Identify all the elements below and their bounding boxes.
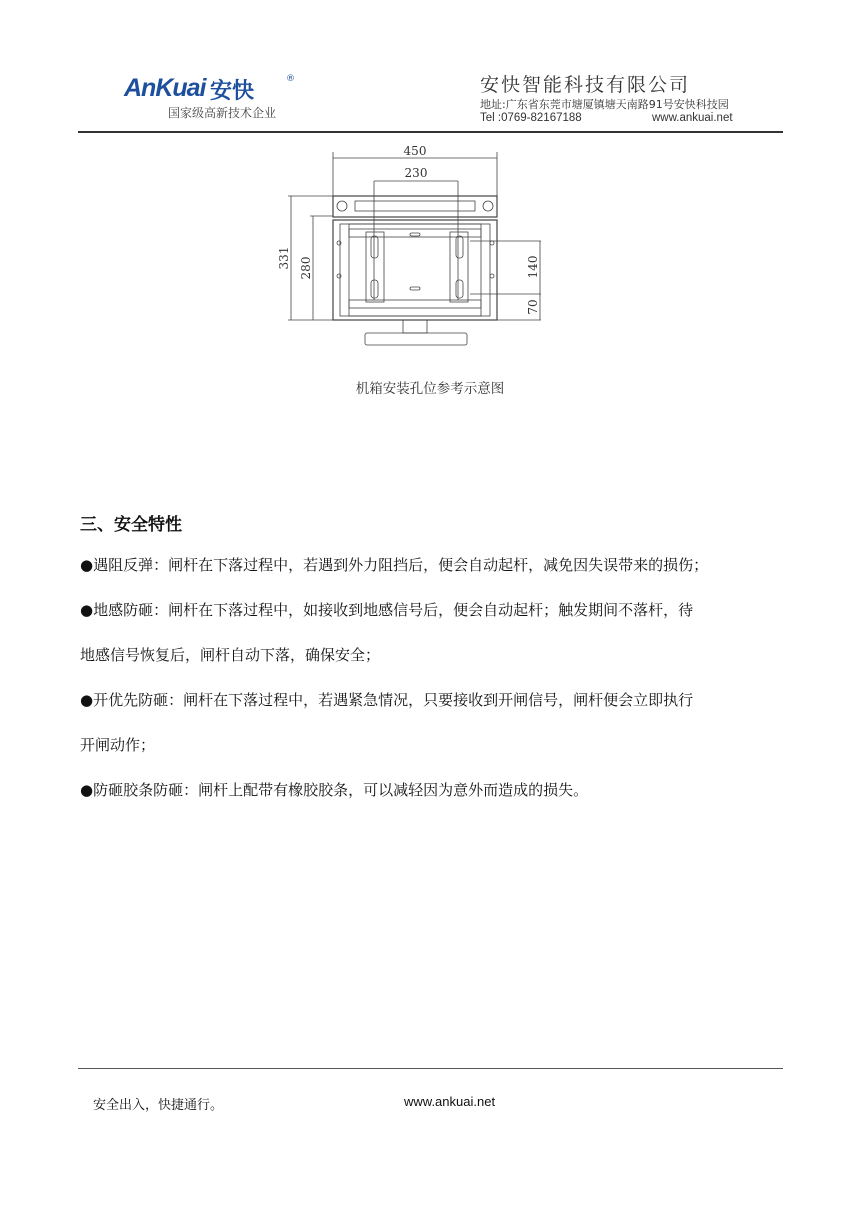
header-website: www.ankuai.net <box>652 112 733 124</box>
dim-hole-spacing: 230 <box>404 166 428 180</box>
footer-slogan: 安全出入，快捷通行。 <box>93 1098 224 1113</box>
dim-total-height: 331 <box>277 246 291 270</box>
mounting-diagram <box>0 0 860 370</box>
feature-line: 开闸动作； <box>80 736 156 754</box>
feature-line: ●开优先防砸：闸杆在下落过程中，若遇紧急情况，只要接收到开闸信号，闸杆便会立即执行 <box>80 691 694 709</box>
footer-website: www.ankuai.net <box>404 1094 496 1109</box>
dim-bottom-offset: 70 <box>526 299 540 315</box>
company-tel: Tel :0769-82167188 <box>480 112 582 124</box>
footer-divider <box>78 1068 783 1069</box>
company-logo: AnKuai <box>124 74 206 102</box>
company-address: 地址:广东省东莞市塘厦镇塘天南路91号安快科技园 <box>480 98 729 111</box>
dim-vertical-hole: 140 <box>526 255 540 279</box>
diagram-caption: 机箱安装孔位参考示意图 <box>355 381 505 397</box>
company-name: 安快智能科技有限公司 <box>480 74 691 96</box>
dim-box-height: 280 <box>299 256 313 280</box>
feature-line: 地感信号恢复后，闸杆自动下落，确保安全； <box>80 646 381 664</box>
header-slogan: 国家级高新技术企业 <box>168 106 277 120</box>
feature-line: ●地感防砸：闸杆在下落过程中，如接收到地感信号后，便会自动起杆；触发期间不落杆，待 <box>80 601 694 619</box>
feature-line: ●遇阻反弹：闸杆在下落过程中，若遇到外力阻挡后，便会自动起杆，减免因失误带来的损伤； <box>80 556 709 574</box>
feature-line: ●防砸胶条防砸：闸杆上配带有橡胶胶条，可以减轻因为意外而造成的损失。 <box>80 781 589 799</box>
logo-chinese: 安快 <box>210 79 255 104</box>
section-title: 三、安全特性 <box>80 515 182 535</box>
dim-width: 450 <box>403 144 427 158</box>
registered-mark: ® <box>286 74 295 84</box>
